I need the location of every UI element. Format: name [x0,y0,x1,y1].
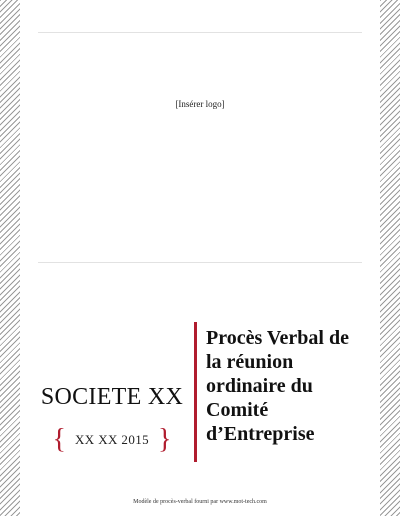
title-line: Procès Verbal de [206,327,349,349]
title-line: ordinaire du [206,375,313,397]
open-brace: { [52,424,66,455]
close-brace: } [158,424,172,455]
company-name: SOCIETE XX [40,384,184,410]
title-line: d’Entreprise [206,423,315,445]
left-striped-border [0,0,20,516]
document-title [206,326,386,446]
title-line: Comité [206,399,269,421]
accent-bar [194,322,197,462]
footer-credit: Modèle de procès-verbal fourni par www.mot-tech.com [133,499,267,505]
top-divider [38,32,362,33]
middle-divider [38,262,362,263]
document-date: XX XX 2015 [74,432,150,447]
date-row [38,424,186,456]
logo-placeholder: [Insérer logo] [175,99,225,109]
title-line: la réunion [206,351,294,373]
document-page [20,0,380,516]
